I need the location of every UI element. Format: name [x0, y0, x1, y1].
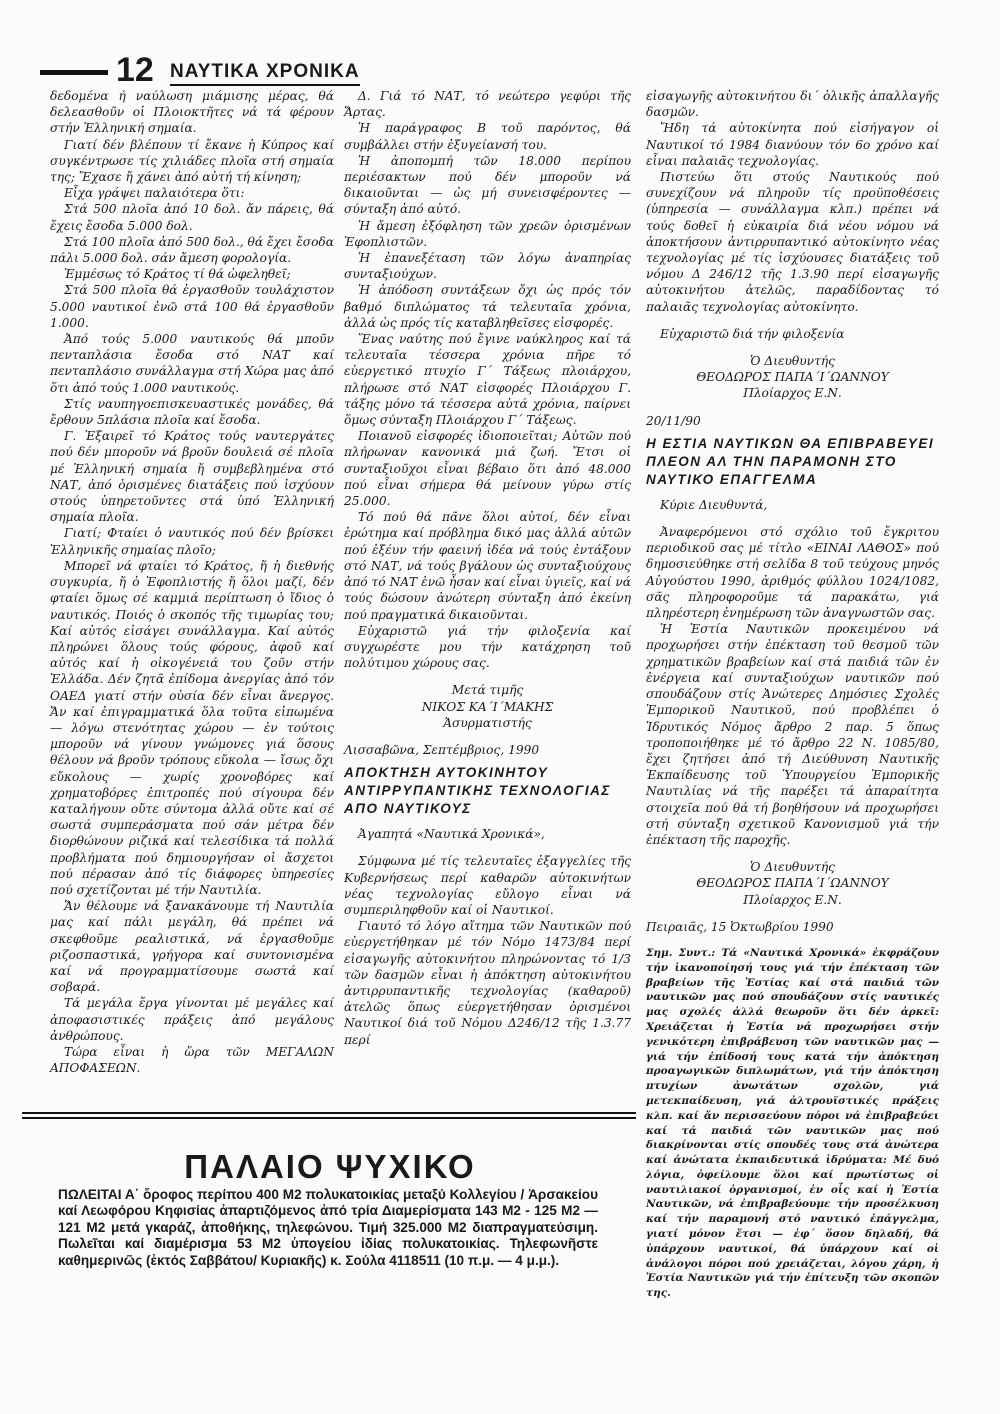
signature-address: Πλοίαρχος Ε.Ν.	[743, 386, 842, 401]
signature-salutation: Μετά τιμῆς	[451, 683, 524, 698]
paragraph: Πιστεύω ὅτι στούς Ναυτικούς πού συνεχίζουν νά πληροῦν τίς προϋποθέσεις (ὑπηρεσία — συνάλλαγμα κλπ.) πρέπει νά τούς δοθεῖ ἡ εὐκαιρία διά νέου νόμου νά ἀποκτήσουν ἀντιρρυπαντικό αὐτοκίνητο νέας τεχνολογίας μέ τίς ἰσχύουσες διατάξεις τοῦ νόμου Δ 246/12 τῆς 1.3.90 περί εἰσαγωγῆς αὐτοκινήτου ἀτελῶς, παραδίδοντας τό παλαιᾶς τεχνολογίας αὐτοκίνητο.	[646, 170, 939, 314]
article-heading: ΑΠΟΚΤΗΣΗ ΑΥΤΟΚΙΝΗΤΟΥ ΑΝΤΙΡΡΥΠΑΝΤΙΚΗΣ ΤΕΧΝΟΛΟΓΙΑΣ ΑΠΟ ΝΑΥΤΙΚΟΥΣ	[344, 765, 611, 817]
signature-title: Ὁ Διευθυντής	[750, 860, 835, 875]
paragraph: Γιατί; Φταίει ὁ ναυτικός πού δέν βρίσκει Ἑλληνικῆς σημαίας πλοῖο;	[50, 526, 334, 557]
paragraph: Στά 500 πλοῖα θά ἐργασθοῦν τουλάχιστον 5.000 ναυτικοί ἐνῶ στά 100 θά ἐργασθοῦν 1.000.	[50, 283, 334, 330]
paragraph: Τά μεγάλα ἔργα γίνονται μέ μεγάλες καί ἀποφασιστικές πράξεις ἀπό μεγάλους ἀνθρώπους.	[50, 996, 334, 1043]
paragraph: Σύμφωνα μέ τίς τελευταῖες ἐξαγγελίες τῆς Κυβερνήσεως περί καθαρῶν αὐτοκινήτων νέας τεχνολογίας εὔλογο εἶναι νά συμπεριληφθοῦν καί οἱ Ναυτικοί.	[344, 854, 631, 917]
paragraph: Μπορεῖ νά φταίει τό Κράτος, ἤ ἡ διεθνής συγκυρία, ἤ ὁ Ἐφοπλιστής ἤ ὅλοι μαζί, δέν φταίει ὅμως σέ καμμιά περίπτωση ὁ ἴδιος ὁ ναυτικός. Ποιός ὁ σκοπός τῆς τιμωρίας του; Καί αὐτός εἰσάγει συνάλλαγμα. Καί αὐτός πληρώνει ὅλους τούς φόρους, ἀφοῦ καί αὐτός καί ἡ οἰκογένειά του ζοῦν στήν Ἑλλάδα. Δέν ζητᾶ ἐπίδομα ἀνεργίας ἀπό τόν ΟΑΕΔ γιατί στήν οὐσία δέν εἶναι ἄνεργος. Ἄν καί ἐπιγραμματικά ὅλα τοῦτα εἰπωμένα — λόγω στενότητας χώρου — ἐν τούτοις μποροῦν νά γίνουν γνώμονες γιά ὅσους θέλουν νά βροῦν τρόπους εὔκολα — ἴσως ὄχι εὔκολους — χωρίς χρονοβόρες καί χρηματοβόρες ἐπιτροπές πού σίγουρα δέν καταλήγουν οὔτε σύντομα ἀλλά οὔτε καί σέ σωστά συμπεράσματα πού σάν μέτρα δέν διορθώνουν ριζικά καί τελεσίδικα τά πολλά προβλήματα πού δημιουργήσαν οἱ ἄσχετοι πού πέρασαν ἀπό τίς διάφορες ὑπηρεσίες πού σχετίζονται μέ τήν Ναυτιλία.	[50, 558, 334, 897]
header-rule	[40, 70, 108, 75]
letter-date: 20/11/90	[646, 413, 701, 428]
paragraph: Ἄν θέλουμε νά ξανακάνουμε τή Ναυτιλία μας καί πάλι μεγάλη, θά πρέπει νά σκεφθοῦμε ρεαλιστικά, νά ἐργασθοῦμε ριζοσπαστικά, γρήγορα καί συντονισμένα καί νά προγραμματίσουμε σωστά καί σοβαρά.	[50, 899, 334, 995]
paragraph: Στίς ναυπηγοεπισκευαστικές μονάδες, θά ἔρθουν 5πλάσια πλοῖα καί ἔσοδα.	[50, 396, 334, 428]
paragraph: Ἀναφερόμενοι στό σχόλιο τοῦ ἔγκριτου περιοδικοῦ σας μέ τίτλο «ΕΙΝΑΙ ΛΑΘΟΣ» πού δημοσιεύθηκε στή σελίδα 8 τοῦ τεύχους μηνός Αὐγούστου 1990, ἀριθμός φύλλου 1024/1082, σᾶς πληροφοροῦμε τά παρακάτω, γιά πληρέστερη ἐνημέρωση τῶν ἀναγνωστῶν σας.	[646, 525, 939, 621]
paragraph: Ἡ ἄμεση ἐξόφληση τῶν χρεῶν ὁρισμένων Ἐφοπλιστῶν.	[344, 218, 631, 249]
paragraph: εἰσαγωγῆς αὐτοκινήτου δι΄ ὁλικῆς ἀπαλλαγῆς δασμῶν.	[646, 89, 939, 120]
signature-role: ΘΕΟΔΩΡΟΣ ΠΑΠΑ΄Ι΄ΩΑΝΝΟΥ	[696, 370, 889, 385]
greeting: Ἀγαπητά «Ναυτικά Χρονικά»,	[358, 827, 545, 842]
paragraph: Εὐχαριστῶ γιά τήν φιλοξενία καί συγχωρέστε μου τήν κατάχρηση τοῦ πολύτιμου χώρους σας.	[344, 623, 631, 671]
greeting: Κύριε Διευθυντά,	[660, 497, 768, 512]
signature-name: ΘΕΟΔΩΡΟΣ ΠΑΠΑ΄Ι΄ΩΑΝΝΟΥ	[696, 876, 889, 891]
ad-top-rule	[22, 1117, 636, 1119]
paragraph: Ἡ ἐπανεξέταση τῶν λόγω ἀναπηρίας συνταξιούχων.	[344, 251, 631, 282]
paragraph: Ἡ ἀπόδοση συντάξεων ὄχι ὡς πρός τόν βαθμό διπλώματος τά τελευταῖα χρόνια, ἀλλά ὡς πρός τίς καταβληθεῖσες εἰσφορές.	[344, 283, 631, 330]
paragraph: Τώρα εἶναι ἡ ὥρα τῶν ΜΕΓΑΛΩΝ ΑΠΟΦΑΣΕΩΝ.	[50, 1044, 334, 1076]
editor-note: Σημ. Συντ.: Τά «Ναυτικά Χρονικά» ἐκφράζουν τήν ἱκανοποίησή τους γιά τήν ἐπέκταση τῶν βραβείων τῆς Ἑστίας καί στά παιδιά τῶν ναυτικῶν μας πού σπουδάζουν στίς ναυτικές μας σχολές ἀλλά θεωροῦν ὅτι δέν ἀρκεῖ: Χρειάζεται ἡ Ἑστία νά προχωρήσει στήν γενικότερη ἐπιβράβευση τῶν ναυτικῶν μας — γιά τήν ἐπίδοσή τους κατά τήν ἀπόκτηση προαγωγικῶν διπλωμάτων, γιά τήν ἀπόκτηση πτυχίων ἀνωτάτων σχολῶν, γιά μετεκπαίδευση, γιά ἀλτρουϊστικές πράξεις κλπ. καί ἄν περισσεύουν πόροι νά ἐπιβραβεύει καί τά παιδιά τῶν ναυτικῶν μας πού διακρίνονται στίς σπουδές τους στά ἀνώτερα καί ἀνώτατα ἐκπαιδευτικά ἱδρύματα: Μέ δυό λόγια, ὀφείλουμε ὅλοι καί πρωτίστως οἱ ναυτιλιακοί ὀργανισμοί, ἐν οἷς καί ἡ Ἑστία Ναυτικῶν, νά ἐπιβραβεύουμε τήν προσέλκυση καί τήν παραμονή στό ναυτικό ἐπάγγελμα, γιατί μόνον ἔτσι — ἐφ΄ ὅσον δηλαδή, θά ὑπάρχουν ναυτικοί, θά ὑπάρχουν καί οἱ ἀνάλογοι πόροι πού χρειάζεται, λόγου χάρη, ἡ Ἑστία Ναυτικῶν γιά τήν ἐπίτευξη τῶν σκοπῶν της.	[646, 946, 939, 1300]
signature-role: Πλοίαρχος Ε.Ν.	[743, 892, 842, 907]
signature-name: Ὁ Διευθυντής	[750, 354, 835, 369]
paragraph: Στά 100 πλοῖα ἀπό 500 δολ., θά ἔχει ἔσοδα πάλι 5.000 δολ. σάν ἄμεση φορολογία.	[50, 234, 334, 266]
column-3	[646, 88, 939, 1301]
article-heading: Η ΕΣΤΙΑ ΝΑΥΤΙΚΩΝ ΘΑ ΕΠΙΒΡΑΒΕΥΕΙ ΠΛΕΟΝ ΑΛ ΤΗΝ ΠΑΡΑΜΟΝΗ ΣΤΟ ΝΑΥΤΙΚΟ ΕΠΑΓΓΕΛΜΑ	[646, 435, 935, 487]
paragraph: Ἕνας ναύτης πού ἔγινε ναύκληρος καί τά τελευταῖα τέσσερα χρόνια πῆρε τό εὐεργετικό πτυχίο Γ΄ Τάξεως πλοιάρχου, πλήρωσε στό ΝΑΤ εἰσφορές Πλοιάρχου Γ. τάξης μόνο τά τέσσερα αὐτά χρόνια, παίρνει ὅμως σύνταξη Πλοιάρχου Γ΄ Τάξεως.	[344, 332, 631, 428]
signature-role: Ἀσυρματιστής	[443, 715, 532, 730]
paragraph: Ἀπό τούς 5.000 ναυτικούς θά μποῦν πενταπλάσια ἔσοδα στό ΝΑΤ καί πενταπλάσιο συνάλλαγμα στή Χώρα μας ἀπό ὅτι ἀπό τούς 1.000 ναυτικούς.	[50, 332, 334, 395]
paragraph: Στά 500 πλοῖα ἀπό 10 δολ. ἄν πάρεις, θά ἔχεις ἔσοδα 5.000 δολ.	[50, 202, 334, 233]
paragraph: Γιατί δέν βλέπουν τί ἔκανε ἡ Κύπρος καί συγκέντρωσε τίς χιλιάδες πλοῖα στή σημαία της; Ἔχασε ἤ χάνει ἀπό αὐτή τή κίνηση;	[50, 137, 334, 185]
paragraph: Δ. Γιά τό ΝΑΤ, τό νεώτερο γεφύρι τῆς Ἄρτας.	[344, 89, 631, 120]
thanks-line: Εὐχαριστῶ διά τήν φιλοξενία	[660, 326, 845, 341]
place-date: Πειραιᾶς, 15 Ὀκτωβρίου 1990	[646, 919, 834, 934]
paragraph: Ἡ Ἑστία Ναυτικῶν προκειμένου νά προχωρήσει στήν ἐπέκταση τοῦ θεσμοῦ τῶν χρηματικῶν βραβείων καί στά παιδιά τῶν ἐν ἐνέργεια καί συνταξιούχων ναυτικῶν πού σπουδάζουν στίς Ἀνώτερες Δημόσιες Σχολές Ἐμπορικοῦ Ναυτικοῦ, πού προβλέπει ὁ Ἱδρυτικός Νόμος ἄρθρο 2 παρ. 5 ὅπως τροποποιήθηκε μέ τό ἄρθρο 22 Ν. 1085/80, ἔχει ζητήσει ἀπό τή Διεύθυνση Ναυτικῆς Ἐκπαίδευσης τοῦ Ὑπουργείου Ἐμπορικῆς Ναυτιλίας νά τῆς παρέξει τά ἀπαραίτητα στοιχεῖα πού θά τή βοηθήσουν νά προχωρήσει στή σύνταξη σχετικοῦ Κανονισμοῦ γιά τήν ἐπέκταση τῆς παροχῆς.	[646, 622, 939, 847]
paragraph: Γ. Ἐξαιρεῖ τό Κράτος τούς ναυτεργάτες πού δέν μποροῦν νά βροῦν δουλειά σέ πλοῖα μέ Ἑλληνική σημαία ἤ συμβεβλημένα στό ΝΑΤ, ἀπό ὁρισμένες διατάξεις πού ἰσχύουν στούς ὑπηρετοῦντες στά ὑπό Ἑλληνική σημαία πλοῖα.	[50, 429, 334, 525]
paragraph: Ἐμμέσως τό Κράτος τί θά ὠφεληθεῖ;	[64, 267, 291, 282]
paragraph: Ἡ ἀποπομπή τῶν 18.000 περίπου περιέσακτων πού δέν μποροῦν νά δικαιοῦνται — ὡς μή συνεισφέροντες — σύνταξη ἀπό αὐτό.	[344, 153, 631, 217]
ad-text: ΠΩΛΕΙΤΑΙ Α΄ ὄροφος περίπου 400 Μ2 πολυκατοικίας μεταξύ Κολλεγίου / Ἀρσακείου καί Λεωφόρου Κηφισίας ἀπαρτιζόμενος ἀπό τρία Διαμερίσματα 143 Μ2 - 125 Μ2 — 121 Μ2 μετά γκαράζ, ἀποθήκης, τηλεφώνου. Τιμή 325.000 Μ2 διαπραγματεύσιμη. Πωλεῖται καί διαμέρισμα 53 Μ2 ὑπογείου ἰδίας πολυκατοικίας. Τηλεφωνῆστε καθημερινῶς (ἐκτός Σαββάτου/ Κυριακῆς) κ. Σούλα 4118511 (10 π.μ. — 4 μ.μ.).	[58, 1187, 598, 1268]
paragraph: Ἤδη τά αὐτοκίνητα πού εἰσήγαγον οἱ Ναυτικοί τό 1984 διανύουν τόν 6ο χρόνο καί εἶναι παλαιᾶς τεχνολογίας.	[646, 121, 939, 168]
newspaper-title: ΝΑΥΤΙΚΑ ΧΡΟΝΙΚΑ	[170, 61, 360, 86]
column-1	[50, 88, 334, 1076]
place-date: Λισσαβῶνα, Σεπτέμβριος, 1990	[344, 742, 540, 757]
signature-name: ΝΙΚΟΣ ΚΑ΄Ι΄ΜΑΚΗΣ	[421, 699, 554, 714]
paragraph: Ποιανοῦ εἰσφορές ἰδιοποιεῖται; Αὐτῶν πού πλήρωναν κανονικά μιά ζωή. Ἔτσι οἱ συνταξιοῦχοι εἶναι βέβαιο ὅτι ἀπό 48.000 πού εἶναι σήμερα θά μείνουν γύρω στίς 25.000.	[344, 429, 631, 509]
paragraph: δεδομένα ή ναύλωση μιάμισης μέρας, θά δελεασθοῦν οἱ Πλοιοκτῆτες νά τά φέρουν στήν Ἑλληνική σημαία.	[50, 89, 334, 136]
ad-top-rule	[22, 1112, 636, 1114]
paragraph: Τό πού θά πᾶνε ὅλοι αὐτοί, δέν εἶναι ἐρώτημα καί πρόβλημα δικό μας ἀλλά αὐτῶν πού ἐξέυν τήν φαεινή ἰδέα νά τούς ἐντάξουν στό ΝΑΤ, νά τούς βγάλουν ὡς συνταξιούχους ἀπό τό ΝΑΤ ἐνῶ ἦσαν καί εἶναι ὑγιεῖς, καί νά τούς δώσουν ἀνώτερη σύνταξη ἀπό ἐκείνη πού πραγματικά δικαιοῦνται.	[344, 510, 631, 622]
paragraph: Εἶχα γράψει παλαιότερα ὅτι:	[64, 186, 245, 201]
page-number: 12	[116, 51, 154, 89]
paragraph: Γιαυτό τό λόγο αἴτημα τῶν Ναυτικῶν πού εὐεργετήθηκαν μέ τόν Νόμο 1473/84 περί εἰσαγωγῆς αὐτοκινήτου πληρώνοντας τό 1/3 τῶν δασμῶν εἶναι ἡ ἀπόκτηση αὐτοκινήτου ἀντιρρυπαντικῆς τεχνολογίας (καθαροῦ) ἀτελῶς ὅπως εὐεργετήθησαν ὁρισμένοι Ναυτικοί διά τοῦ Νόμου Δ246/12 τῆς 1.3.77 περί	[344, 919, 631, 1047]
column-2	[344, 88, 631, 1048]
paragraph: Ἡ παράγραφος Β τοῦ παρόντος, θά συμβάλλει στήν ἐξυγείανσή του.	[344, 121, 631, 152]
ad-title: ΠΑΛΑΙΟ ΨΥΧΙΚΟ	[184, 1148, 476, 1185]
